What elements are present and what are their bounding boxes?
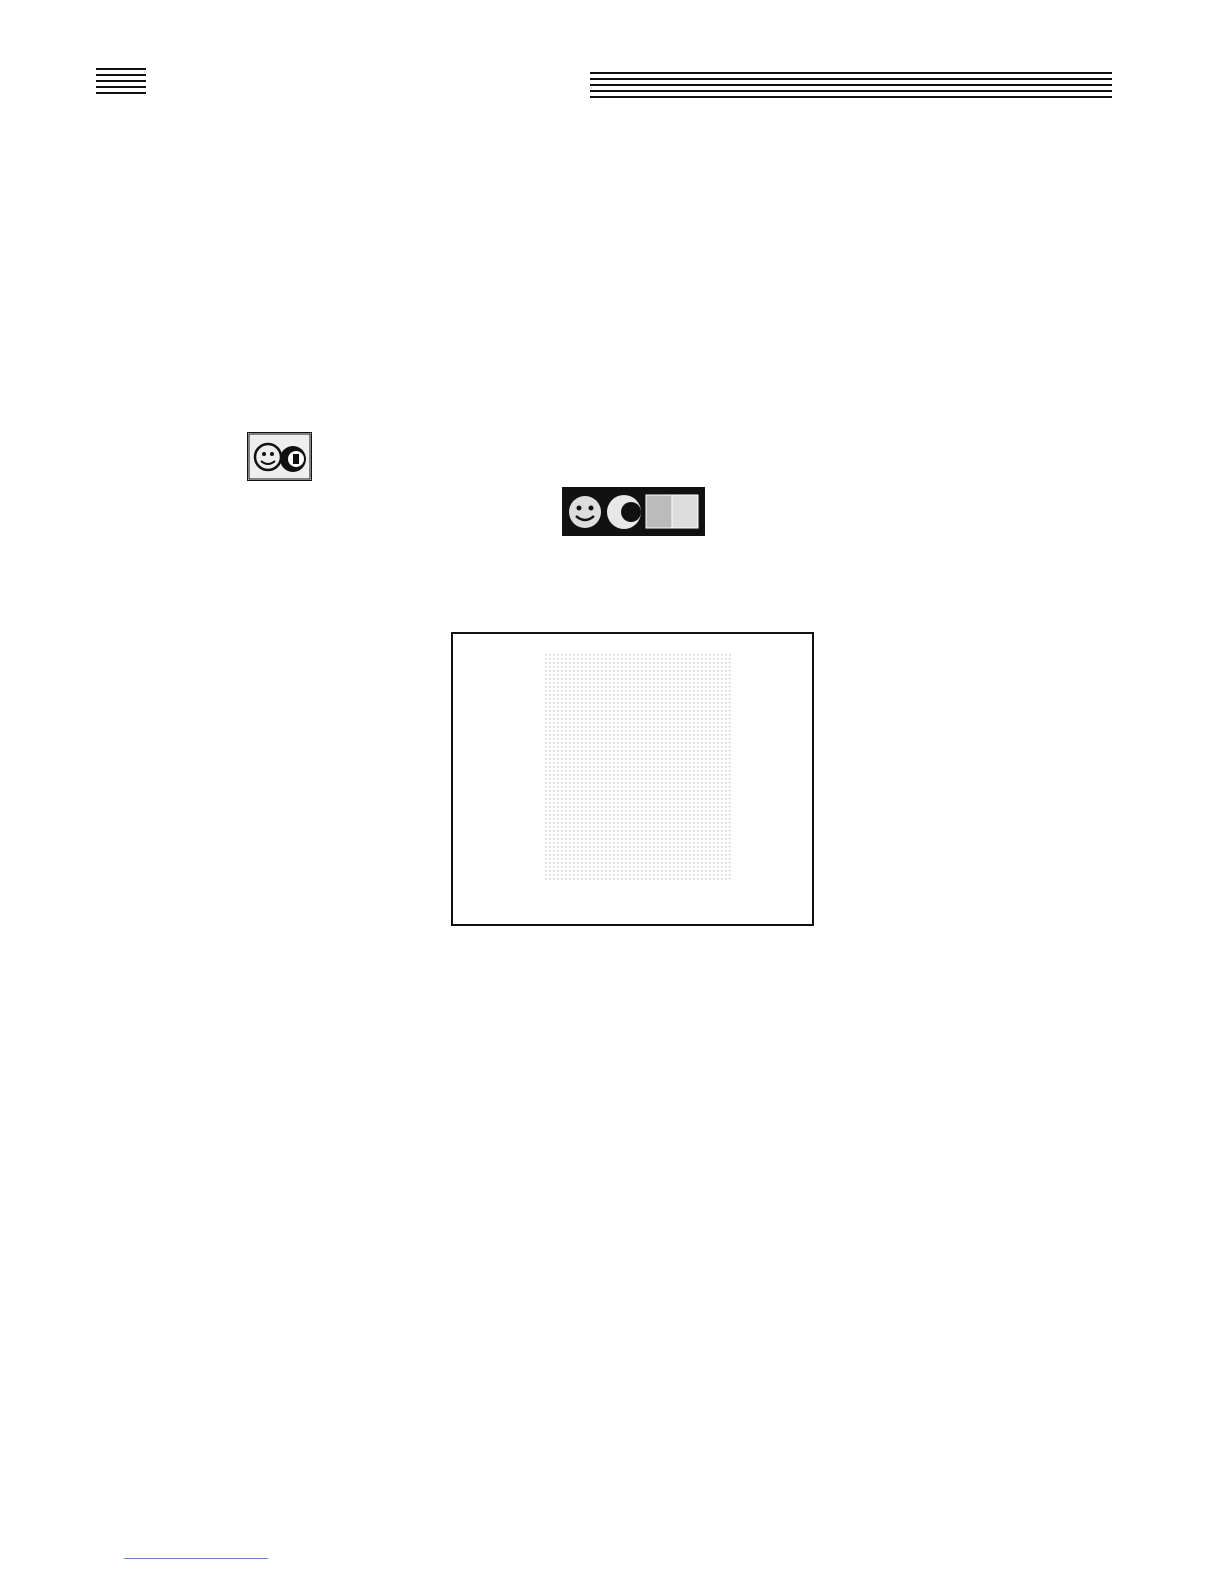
header-rule-left — [96, 68, 146, 98]
user-stamp-icon[interactable] — [646, 495, 698, 528]
apple-stamp-icon[interactable] — [607, 495, 641, 529]
user-stamp-menu — [451, 632, 814, 926]
footer-line — [124, 1558, 268, 1559]
header-rule-right — [590, 72, 1112, 102]
brand-logo — [148, 50, 608, 112]
smiley-stamp-icon[interactable] — [569, 496, 601, 528]
stamp-icon — [247, 432, 312, 481]
stamp-menu-bar — [562, 487, 705, 536]
